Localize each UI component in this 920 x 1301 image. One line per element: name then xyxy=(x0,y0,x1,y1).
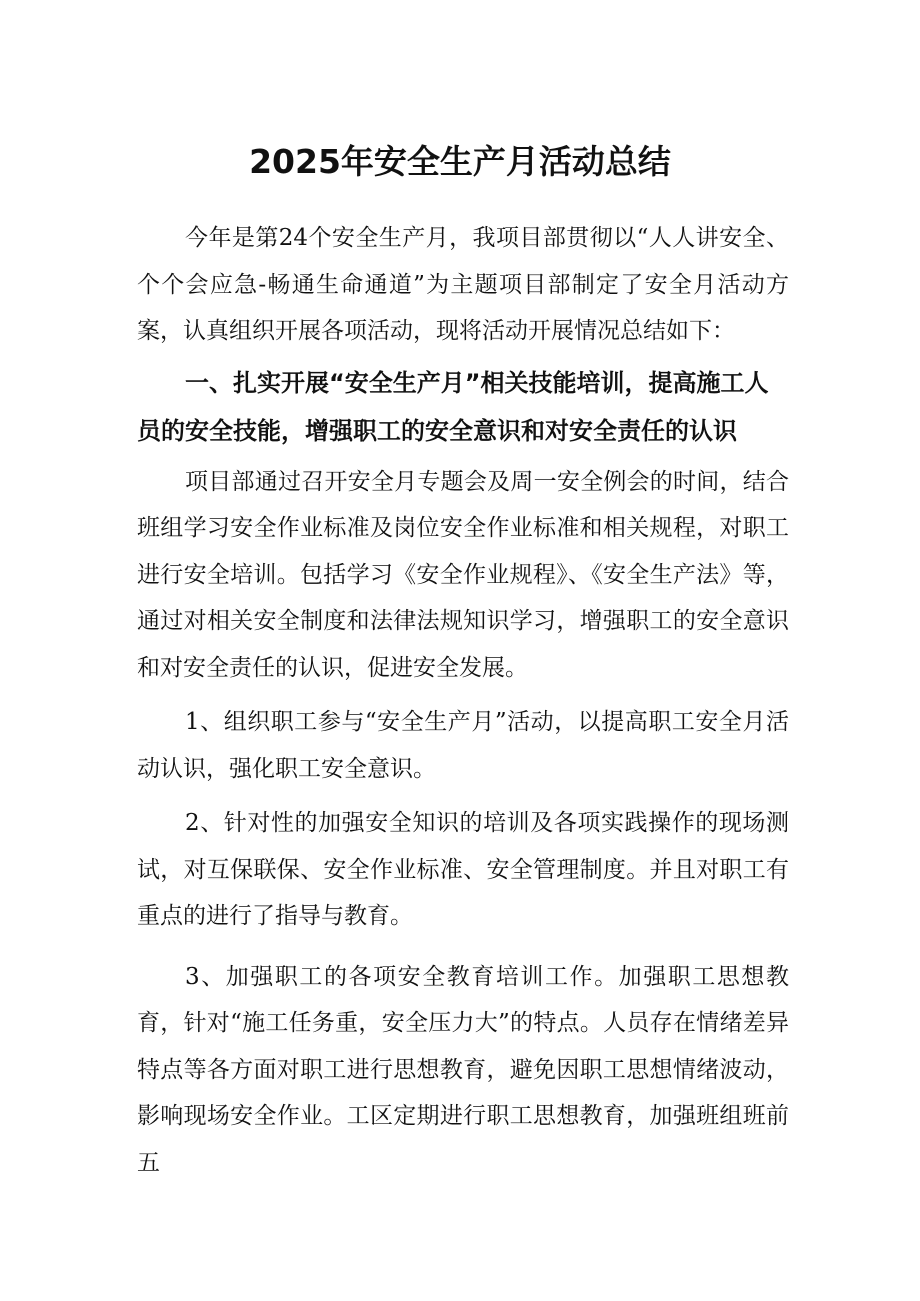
list-item-3: 3、加强职工的各项安全教育培训工作。加强职工思想教育，针对“施工任务重，安全压力大”的特点。人员存在情绪差异特点等各方面对职工进行思想教育，避免因职工思想情绪波动，影响现场安全作业。工区定期进行职工思想教育，加强班组班前五 xyxy=(137,963,789,1176)
section-1-paragraph: 项目部通过召开安全月专题会及周一安全例会的时间，结合班组学习安全作业标准及岗位安全作业标准和相关规程，对职工进行安全培训。包括学习《安全作业规程》、《安全生产法》等，通过对相关安全制度和法律法规知识学习，增强职工的安全意识和对安全责任的认识，促进安全发展。 xyxy=(137,468,789,681)
document-body xyxy=(137,215,789,1186)
intro-paragraph: 今年是第24个安全生产月，我项目部贯彻以“人人讲安全、个个会应急-畅通生命通道”为主题项目部制定了安全月活动方案，认真组织开展各项活动，现将活动开展情况总结如下： xyxy=(137,225,789,344)
section-heading-1: 一、扎实开展“安全生产月”相关技能培训，提高施工人员的安全技能，增强职工的安全意识和对安全责任的认识 xyxy=(137,368,769,445)
list-item-2: 2、针对性的加强安全知识的培训及各项实践操作的现场测试，对互保联保、安全作业标准、安全管理制度。并且对职工有重点的进行了指导与教育。 xyxy=(137,810,789,929)
list-item-1: 1、组织职工参与“安全生产月”活动，以提高职工安全月活动认识，强化职工安全意识。 xyxy=(137,709,789,782)
document-title: 2025年安全生产月活动总结 xyxy=(249,142,671,181)
